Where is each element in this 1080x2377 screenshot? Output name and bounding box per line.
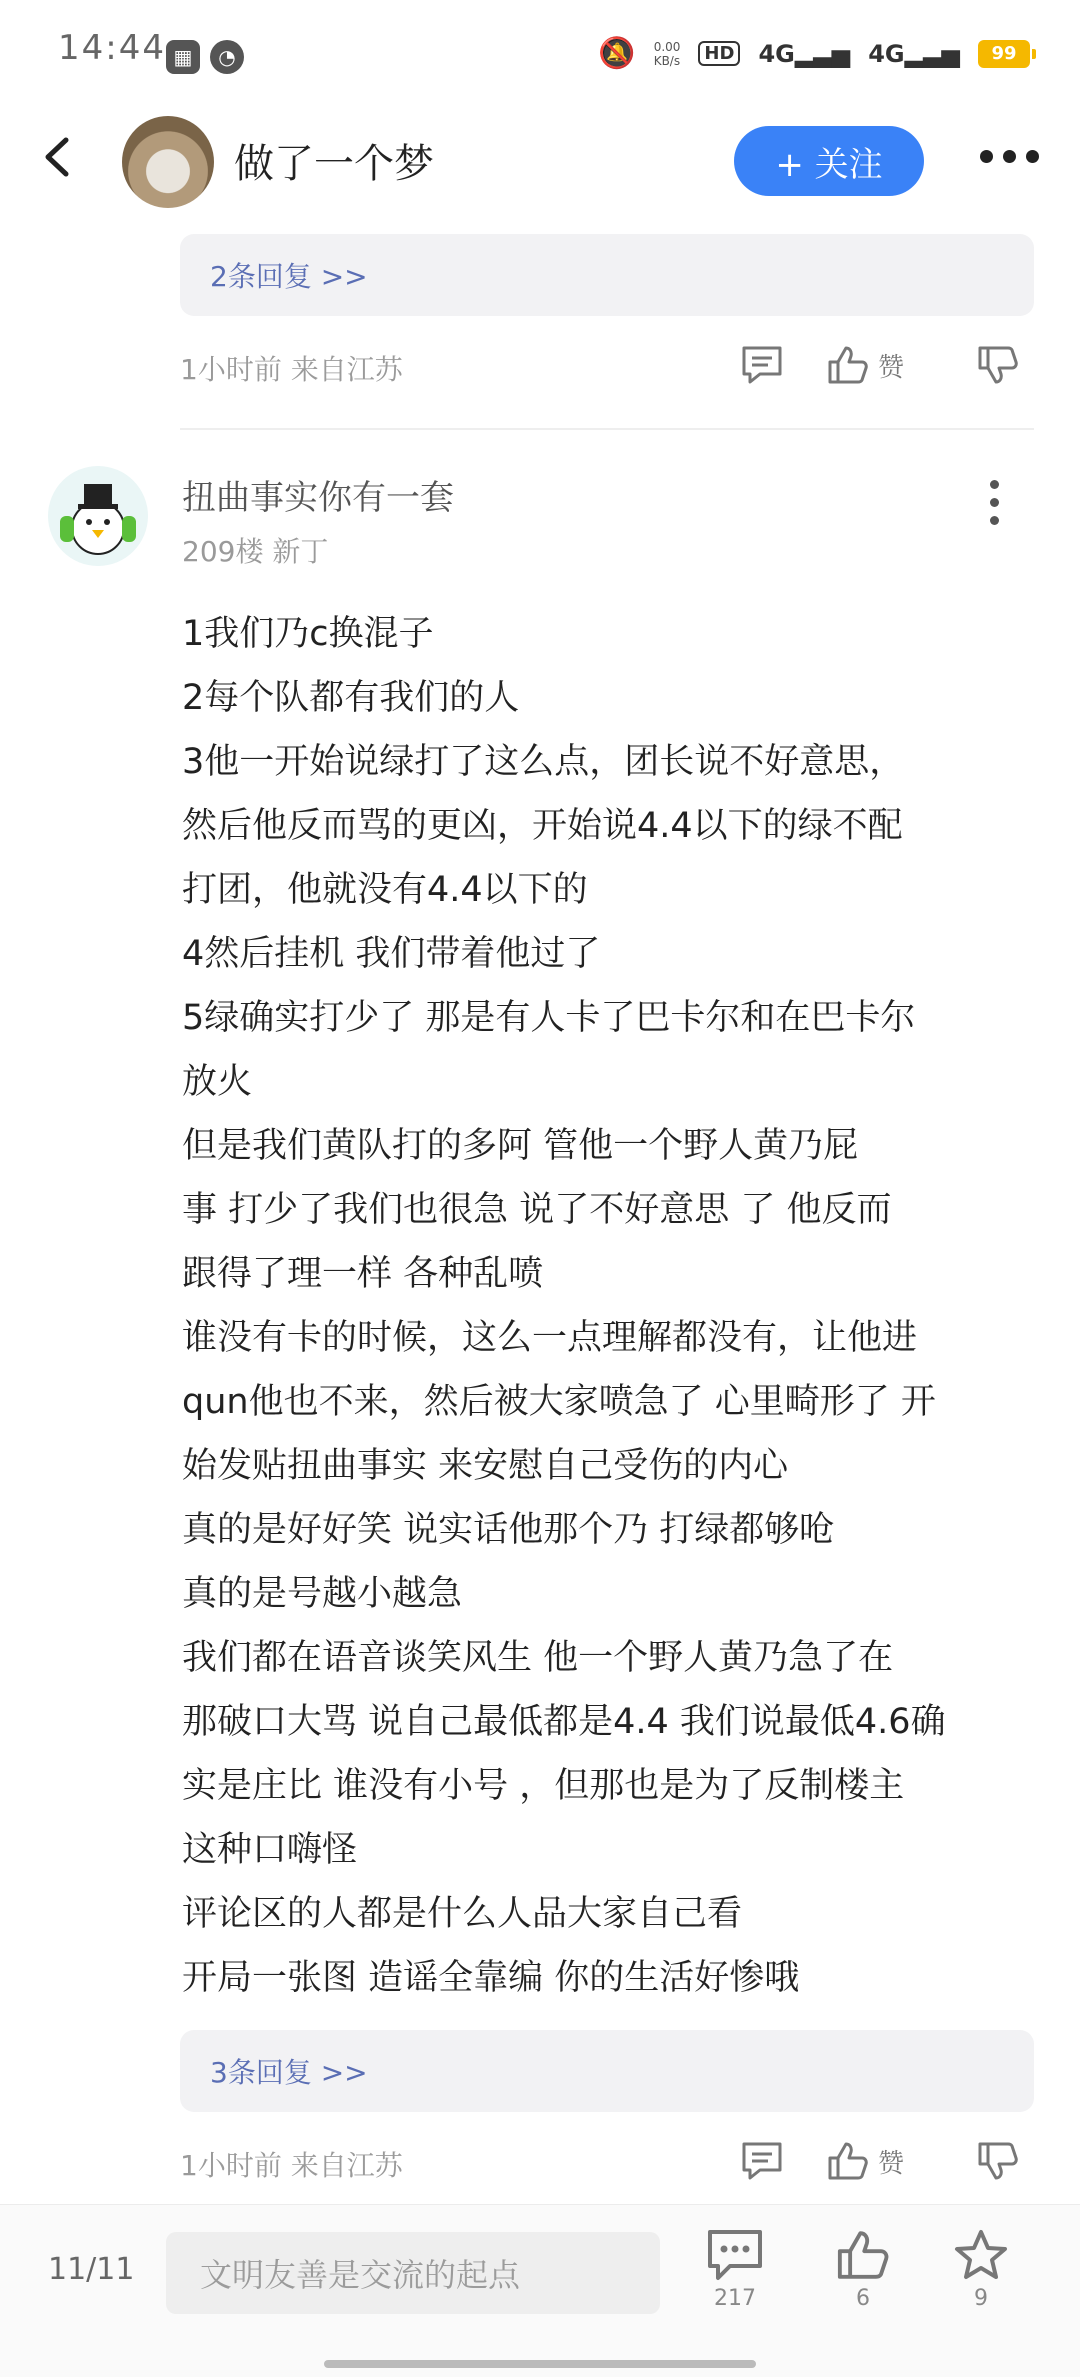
thumbs-up-icon xyxy=(834,2228,892,2282)
status-time: 14:44 xyxy=(58,28,166,68)
page-title: 做了一个梦 xyxy=(234,141,434,187)
prev-reply-icon[interactable] xyxy=(740,344,784,390)
favorite-button[interactable] xyxy=(952,2228,1010,2311)
comment-line: 开局一张图 造谣全靠编 你的生活好惨哦 xyxy=(182,1958,800,1998)
back-button[interactable] xyxy=(36,134,82,180)
prev-dislike-button[interactable] xyxy=(976,344,1020,390)
comment-line: 真的是好好笑 说实话他那个乃 打绿都够呛 xyxy=(182,1510,835,1550)
prev-like-button[interactable] xyxy=(826,344,904,386)
stars-count: 9 xyxy=(974,2286,988,2311)
prev-replies-link[interactable]: 2条回复 >> xyxy=(180,234,1034,316)
battery-icon: 99 xyxy=(978,40,1030,68)
prev-comment-meta: 1小时前 来自江苏 xyxy=(180,353,403,386)
comment-floor: 209楼 新丁 xyxy=(182,535,329,568)
comment-line: 1我们乃c换混子 xyxy=(182,614,434,654)
thumbs-up-icon xyxy=(826,344,870,386)
comment-line: 这种口嗨怪 xyxy=(182,1830,358,1870)
comment-line: 放火 xyxy=(182,1062,253,1102)
thumbs-down-icon xyxy=(976,2140,1020,2182)
comment-dislike-button[interactable] xyxy=(976,2140,1020,2186)
comment-like-label: 赞 xyxy=(878,2148,905,2179)
app-notification-icon: ▦ xyxy=(166,40,200,74)
comment-reply-icon[interactable] xyxy=(740,2140,784,2186)
commenter-avatar[interactable] xyxy=(48,466,148,566)
comment-line: 我们都在语音谈笑风生 他一个野人黄乃急了在 xyxy=(182,1638,894,1678)
comment-body xyxy=(182,602,1032,2010)
comment-line: 真的是号越小越急 xyxy=(182,1574,463,1614)
author-avatar[interactable] xyxy=(122,116,214,208)
signal-4g-1: 4G▂▃▅ xyxy=(758,39,851,68)
prev-like-label: 赞 xyxy=(878,352,905,383)
comment-line: 那破口大骂 说自己最低都是4.4 我们说最低4.6确 xyxy=(182,1702,946,1742)
comment-line: 但是我们黄队打的多阿 管他一个野人黄乃屁 xyxy=(182,1126,859,1166)
comment-line: 3他一开始说绿打了这么点，团长说不好意思， xyxy=(182,742,905,782)
comment-meta: 1小时前 来自江苏 xyxy=(180,2149,403,2182)
mute-bell-icon: 🔕 xyxy=(598,36,636,71)
comment-line: 4然后挂机 我们带着他过了 xyxy=(182,934,601,974)
comment-line: 事 打少了我们也很急 说了不好意思 了 他反而 xyxy=(182,1190,892,1230)
thumbs-down-icon xyxy=(976,344,1020,386)
comment-line: 打团，他就没有4.4以下的 xyxy=(182,870,588,910)
more-options-icon[interactable] xyxy=(980,150,1039,163)
comment-line: qun他也不来，然后被大家喷急了 心里畸形了 开 xyxy=(182,1382,936,1422)
divider xyxy=(180,428,1034,430)
hd-badge: HD xyxy=(698,41,740,66)
comment-like-button[interactable] xyxy=(826,2140,904,2182)
comments-count: 217 xyxy=(714,2286,756,2311)
snowman-avatar-icon xyxy=(48,466,148,566)
comment-line: 始发贴扭曲事实 来安慰自己受伤的内心 xyxy=(182,1446,789,1486)
comment-line: 然后他反而骂的更凶，开始说4.4以下的绿不配 xyxy=(182,806,903,846)
comment-more-icon[interactable] xyxy=(990,480,999,525)
thumbs-up-icon xyxy=(826,2140,870,2182)
comment-line: 谁没有卡的时候，这么一点理解都没有，让他进 xyxy=(182,1318,918,1358)
comments-button[interactable] xyxy=(706,2228,764,2311)
star-icon xyxy=(952,2228,1010,2282)
likes-count: 6 xyxy=(856,2286,870,2311)
page-indicator[interactable]: 11/11 xyxy=(48,2252,135,2287)
status-bar xyxy=(0,0,1080,110)
comment-line: 实是庄比 谁没有小号 ，但那也是为了反制楼主 xyxy=(182,1766,905,1806)
net-speed: 0.00 KB/s xyxy=(653,39,681,68)
commenter-name[interactable]: 扭曲事实你有一套 xyxy=(182,478,454,518)
likes-button[interactable] xyxy=(834,2228,892,2311)
signal-4g-2: 4G▂▃▅ xyxy=(868,39,960,68)
chevron-left-icon xyxy=(36,134,82,180)
comment-line: 跟得了理一样 各种乱喷 xyxy=(182,1254,544,1294)
comment-input[interactable]: 文明友善是交流的起点 xyxy=(166,2232,660,2314)
home-indicator[interactable] xyxy=(324,2360,756,2368)
comment-line: 5绿确实打少了 那是有人卡了巴卡尔和在巴卡尔 xyxy=(182,998,916,1038)
follow-button[interactable]: + 关注 xyxy=(734,126,924,196)
comment-line: 评论区的人都是什么人品大家自己看 xyxy=(182,1894,743,1934)
comment-line: 2每个队都有我们的人 xyxy=(182,678,520,718)
comment-replies-link[interactable]: 3条回复 >> xyxy=(180,2030,1034,2112)
status-right xyxy=(598,36,1030,71)
comment-bubble-icon xyxy=(706,2228,764,2282)
speedometer-icon: ◔ xyxy=(210,40,244,74)
